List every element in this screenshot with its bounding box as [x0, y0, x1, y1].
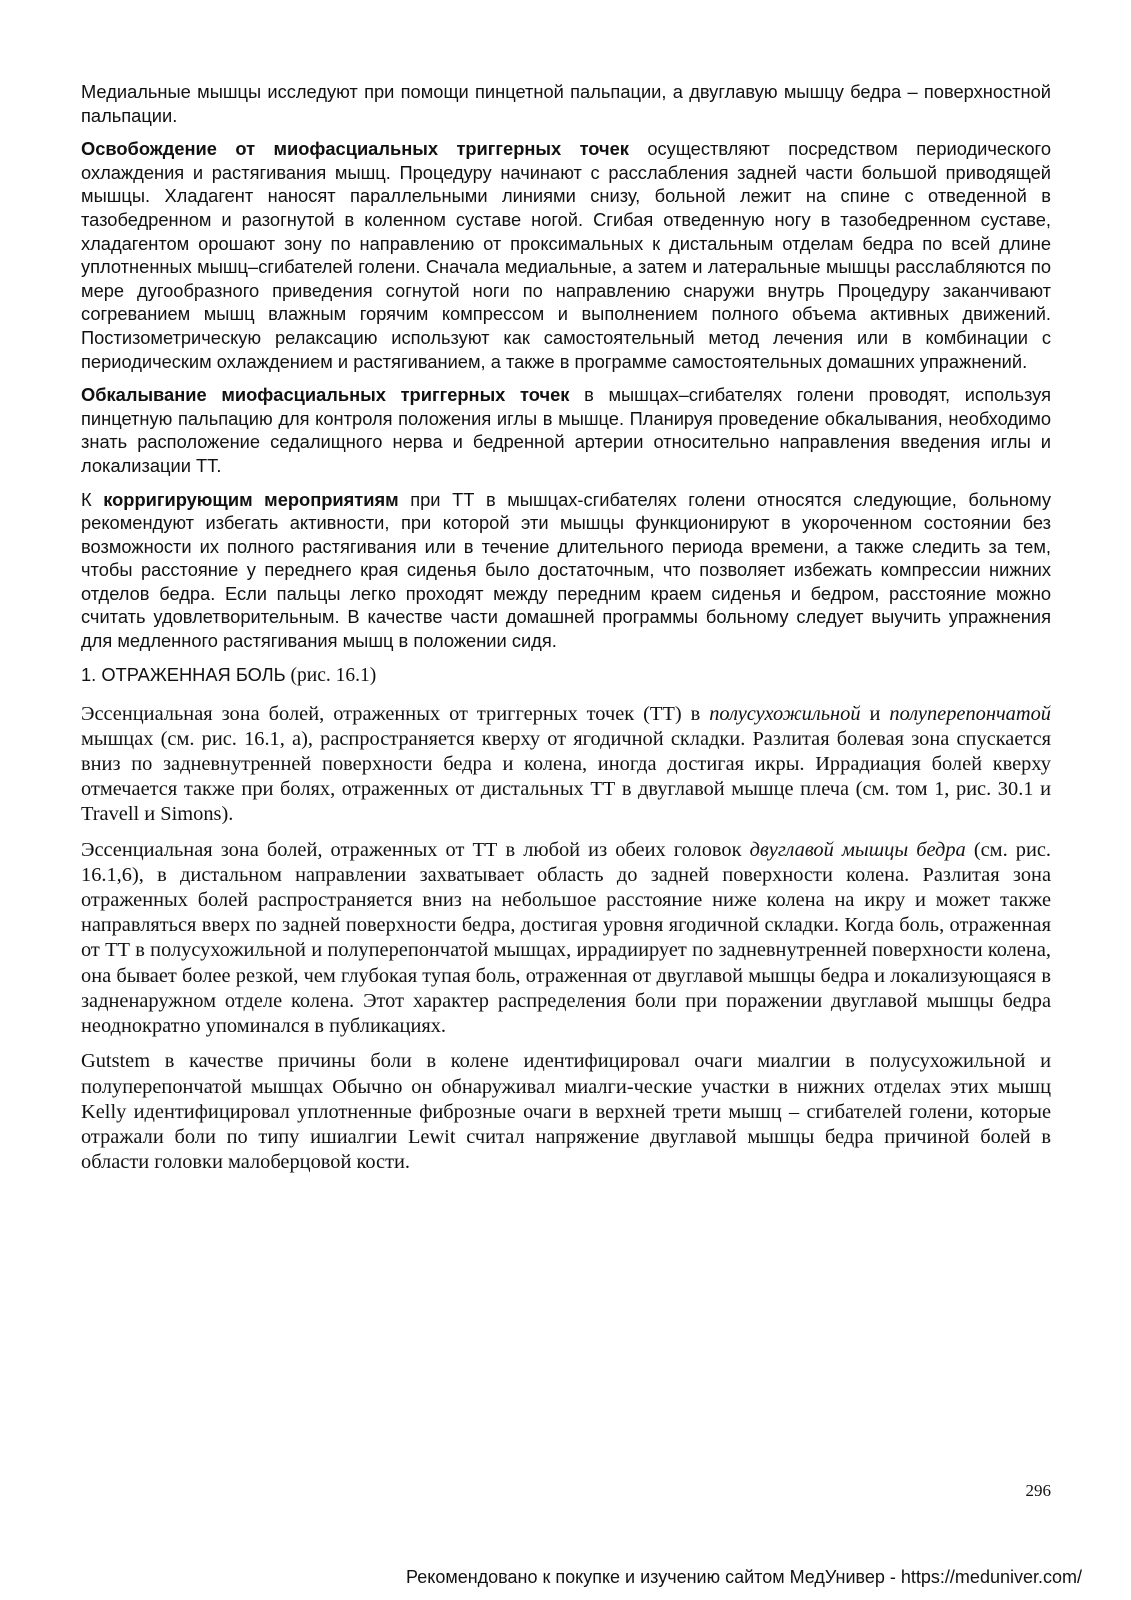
term-injection: Обкалывание миофасциальных триггерных точек: [81, 384, 570, 406]
term-corrective: корригирующим мероприятиям: [103, 488, 399, 510]
sans-section: [81, 80, 1051, 653]
page-number: 296: [1025, 1481, 1051, 1500]
paragraph-biceps-femoris: Эссенциальная зона болей, отраженных от ТТ в любой из обеих головок двуглавой мышцы бедра (см. рис. 16.1,6), в дистальном направлении захватывает область до задней поверхности колена. Разлитая зона отраженных болей распространяется вниз на небольшое расстояние ниже колена на икру и может также направляться вверх по задней поверхности бедра, достигая уровня ягодичной складки. Когда боль, отраженная от ТТ в полусухожильной и полуперепончатой мышцах, иррадиирует по задневнутренней поверхности колена, она бывает более резкой, чем глубокая тупая боль, отраженная от двуглавой мышцы бедра и локализующаяся в задненаружном отделе колена. Этот характер распределения боли при поражении двуглавой мышцы бедра неоднократно упоминался в публикациях.: [81, 838, 1052, 1038]
paragraph-literature: Gutstem в качестве причины боли в колене идентифицировал очаги миалгии в полусухожильной и полуперепончатой мышцах Обычно он обнаруживал миалги-ческие участки в нижних отделах этих мышц Kelly идентифицировал уплотненные фиброзные очаги в верхней трети мышц – сгибателей голени, которые отражали боли по типу ишиалгии Lewit считал напряжение двуглавой мышцы бедра причиной болей в области головки малоберцовой кости.: [81, 1050, 1051, 1174]
paragraph-release: Освобождение от миофасциальных триггерных точек осуществляют посредством периодического охлаждения и растягивания мышц. Процедуру начинают с расслабления задней части большой приводящей мышцы. Хладагент наносят параллельными линиями снизу, больной лежит на спине с отведенной в тазобедренном и разогнутой в коленном суставе ногой. Сгибая отведенную ногу в тазобедренном суставе, хладагентом орошают зону по направлению от проксимальных к дистальным отделам бедра по всей длине уплотненных мышц–сгибателей голени. Сначала медиальные, а затем и латеральные мышцы расслабляются по мере дугообразного приведения согнутой ноги по направлению снаружи внутрь Процедуру заканчивают согреванием мышц влажным горячим компрессом и выполнением полного объема активных движений. Постизометрическую релаксацию используют как самостоятельный метод лечения или в комбинации с периодическим охлаждением и растягиванием, а также в программе самостоятельных домашних упражнений.: [81, 138, 1051, 372]
paragraph-corrective: К корригирующим мероприятиям при ТТ в мышцах-сгибателях голени относятся следующие, больному рекомендуют избегать активности, при которой эти мышцы функционируют в укороченном состоянии без возможности их полного растягивания или в течение длительного периода времени, а также следить за тем, чтобы расстояние у переднего края сиденья было достаточным, что позволяет избежать компрессии нижних отделов бедра. Если пальцы легко проходят между передним краем сиденья и бедром, расстояние можно считать удовлетворительным. В качестве части домашней программы больному следует выучить упражнения для медленного растягивания мышц в положении сидя.: [81, 488, 1051, 652]
paragraph-palpation: Медиальные мышцы исследуют при помощи пинцетной пальпации, а двуглавую мышцу бедра – поверхностной пальпации.: [81, 81, 1051, 126]
figure-reference: (рис. 16.1): [285, 664, 377, 686]
paragraph-semitendinosus: Эссенциальная зона болей, отраженных от триггерных точек (ТТ) в полусухожильной и полуперепончатой мышцах (см. рис. 16.1, а), распространяется кверху от ягодичной складки. Разлитая болевая зона спускается вниз по задневнутренней поверхности бедра и колена, иногда достигая икры. Иррадиация болей кверху отмечается также при болях, отраженных от дистальных ТТ в двуглавой мышце плеча (см. том 1, рис. 30.1 и Travell и Simons).: [81, 702, 1051, 826]
section-heading: 1. ОТРАЖЕННАЯ БОЛЬ (рис. 16.1): [81, 663, 377, 686]
paragraph-injection: Обкалывание миофасциальных триггерных точек в мышцах–сгибателях голени проводят, используя пинцетную пальпацию для контроля положения иглы в мышце. Планируя проведение обкалывания, необходимо знать расположение седалищного нерва и бедренной артерии относительно направления введения иглы и локализации ТТ.: [81, 384, 1051, 476]
footer-note: Рекомендовано к покупке и изучению сайтом МедУнивер - https://meduniver.com/: [406, 1567, 1082, 1587]
term-release: Освобождение от миофасциальных триггерных точек: [81, 138, 629, 160]
document-page: [81, 80, 1051, 1185]
